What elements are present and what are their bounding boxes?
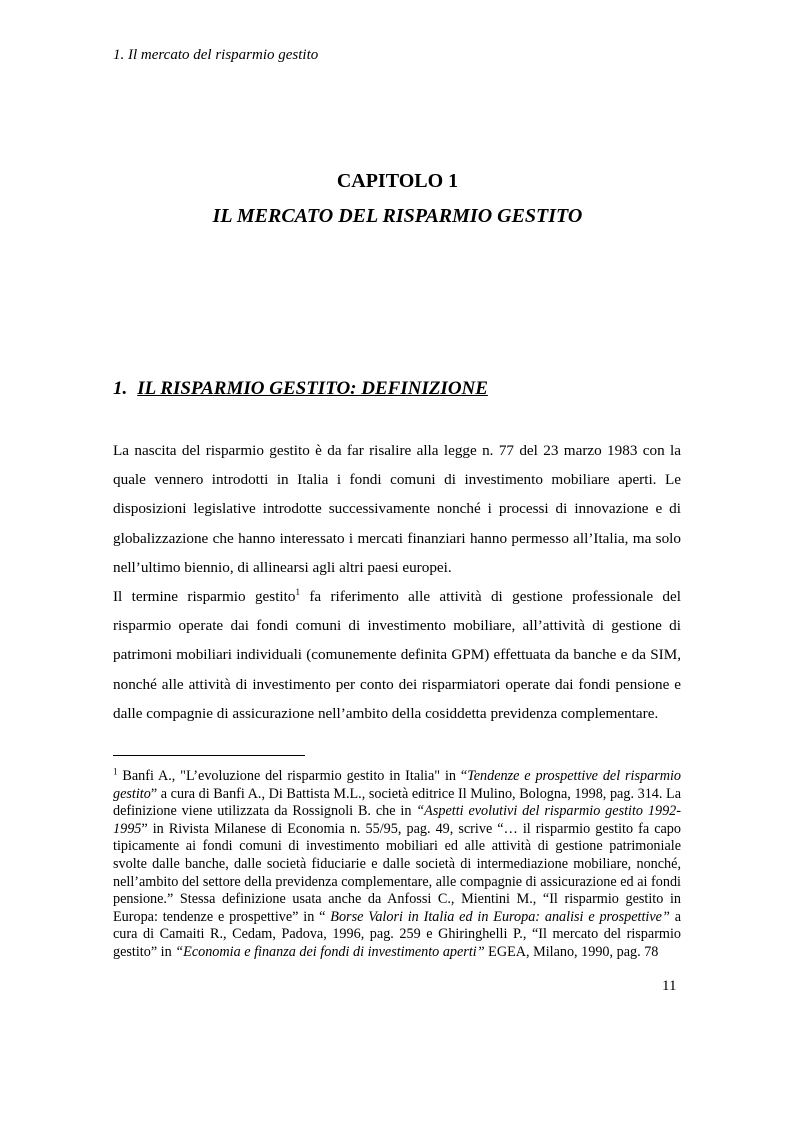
footnote-reference[interactable]: 1 [295,586,300,597]
footnote-text: EGEA, Milano, 1990, pag. 78 [484,943,659,960]
section-heading [113,378,488,400]
page-number: 11 [662,978,677,994]
footnote-italic: “Economia e finanza dei fondi di investimento aperti” [175,943,485,960]
footnote-italic: Tendenze e prospettive del risparmio gestito [113,768,681,802]
chapter-number: CAPITOLO 1 [336,170,459,192]
section-title: IL RISPARMIO GESTITO: DEFINIZIONE [137,378,488,399]
footnote-marker: 1 [113,766,118,777]
paragraph [113,582,681,728]
footnote-text: Banfi A., "L’evoluzione del risparmio gestito in Italia" in “ [117,768,468,784]
section-number: 1. [113,378,128,399]
paragraph: La nascita del risparmio gestito è da far risalire alla legge n. 77 del 23 marzo 1983 con la quale vennero introdotti in Italia i fondi comuni di investimento mobiliare aperti. Le disposizioni legislative introdotte successivamente nonché i processi di innovazione e di globalizzazione che hanno interessato i mercati finanziari hanno permesso all’Italia, ma solo nell’ultimo biennio, di allinearsi agli altri paesi europei. [113,442,681,576]
footnote-text: ” a cura di Banfi A., Di Battista M.L., società editrice Il Mulino, Bologna, 1998, pag. 314. La definizione viene utilizzata da Rossignoli B. che in [113,785,681,820]
footnote [113,768,681,962]
paragraph-text: Il termine risparmio gestito [113,588,296,606]
footnote-text: ” in Rivista Milanese di Economia n. 55/95, pag. 49, scrive “… il risparmio gestito fa capo tipicamente ai fondi comuni di investimento mobiliari ed alle attività di gestione patrimoniale svolte dalle banche, dalle società fiduciarie e dalle società di intermediazione mobiliare, nonché, nell’ambito del settore della previdenza complementare, alle compagnie di assicurazione ed ai fondi pensione.” Stessa definizione usata anche da Anfossi C., Mientini M., “Il risparmio gestito in Europa: tendenze e prospettive” in “ [113,820,681,925]
footnote-separator [113,755,305,756]
running-header: 1. Il mercato del risparmio gestito [113,47,319,63]
chapter-title: IL MERCATO DEL RISPARMIO GESTITO [212,205,583,227]
body-text [113,436,681,728]
footnote-text: a cura di Camaiti R., Cedam, Padova, 1996, pag. 259 e Ghiringhelli P., “Il mercato del risparmio gestito” in [113,908,681,960]
footnote-italic: “Aspetti evolutivi del risparmio gestito 1992-1995 [113,803,681,837]
footnote-italic: Borse Valori in Italia ed in Europa: analisi e prospettive” [330,908,670,925]
paragraph-text: fa riferimento alle attività di gestione professionale del risparmio operate dai fondi comuni di investimento mobiliare, all’attività di gestione di patrimoni mobiliari individuali (comunemente definita GPM) effettuata da banche e da SIM, nonché alle attività di investimento per conto dei risparmiatori operate dai fondi pensione e dalle compagnie di assicurazione nell’ambito della cosiddetta previdenza complementare. [113,588,681,722]
